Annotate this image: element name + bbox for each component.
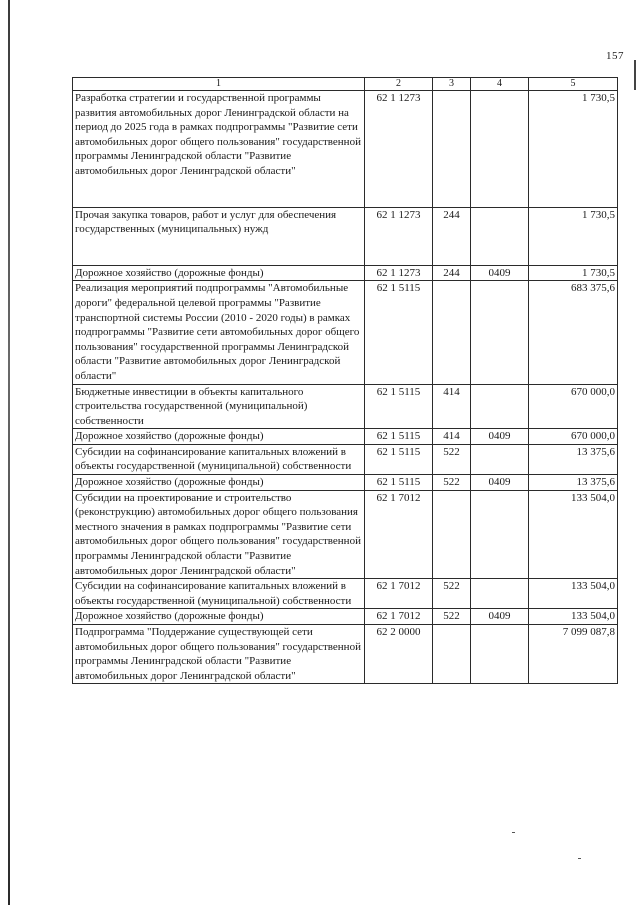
page-number: 157 bbox=[606, 50, 624, 62]
row-vr bbox=[433, 490, 471, 579]
row-name: Реализация мероприятий подпрограммы "Автомобильные дороги" федеральной целевой программы "Развитие транспортной системы России (2010 - 2020 годы) в рамках подпрограммы "Развитие сети автомобильных дорог общего пользования" государственной программы Ленинградской области "Развитие автомобильных дорог Ленинградской области" bbox=[73, 281, 365, 384]
row-csr: 62 1 5115 bbox=[365, 475, 433, 491]
row-amount: 670 000,0 bbox=[529, 384, 618, 429]
row-name: Бюджетные инвестиции в объекты капитального строительства государственной (муниципальной) собственности bbox=[73, 384, 365, 429]
row-amount: 133 504,0 bbox=[529, 579, 618, 609]
row-name: Прочая закупка товаров, работ и услуг для обеспечения государственных (муниципальных) нужд bbox=[73, 207, 365, 265]
row-amount: 133 504,0 bbox=[529, 609, 618, 625]
row-rz bbox=[471, 384, 529, 429]
row-vr bbox=[433, 625, 471, 684]
row-rz bbox=[471, 579, 529, 609]
row-csr: 62 1 5115 bbox=[365, 444, 433, 474]
row-csr: 62 1 1273 bbox=[365, 265, 433, 281]
row-rz: 0409 bbox=[471, 429, 529, 445]
row-amount: 133 504,0 bbox=[529, 490, 618, 579]
table-row bbox=[73, 207, 618, 265]
row-csr: 62 1 5115 bbox=[365, 429, 433, 445]
header-col-1: 1 bbox=[73, 78, 365, 91]
row-amount: 7 099 087,8 bbox=[529, 625, 618, 684]
row-csr: 62 1 5115 bbox=[365, 384, 433, 429]
header-col-4: 4 bbox=[471, 78, 529, 91]
row-amount: 1 730,5 bbox=[529, 207, 618, 265]
row-csr: 62 1 1273 bbox=[365, 207, 433, 265]
row-csr: 62 1 7012 bbox=[365, 579, 433, 609]
row-name: Дорожное хозяйство (дорожные фонды) bbox=[73, 609, 365, 625]
row-rz bbox=[471, 444, 529, 474]
table-row bbox=[73, 625, 618, 684]
table-row bbox=[73, 609, 618, 625]
row-vr: 522 bbox=[433, 609, 471, 625]
header-col-3: 3 bbox=[433, 78, 471, 91]
header-col-5: 5 bbox=[529, 78, 618, 91]
table-row bbox=[73, 579, 618, 609]
row-csr: 62 1 7012 bbox=[365, 609, 433, 625]
row-name: Дорожное хозяйство (дорожные фонды) bbox=[73, 475, 365, 491]
scan-speck bbox=[578, 858, 581, 859]
row-csr: 62 1 5115 bbox=[365, 281, 433, 384]
table-row bbox=[73, 429, 618, 445]
scan-speck bbox=[512, 832, 515, 833]
table-row bbox=[73, 475, 618, 491]
row-name: Субсидии на софинансирование капитальных вложений в объекты государственной (муниципальной) собственности bbox=[73, 579, 365, 609]
row-name: Субсидии на софинансирование капитальных вложений в объекты государственной (муниципальной) собственности bbox=[73, 444, 365, 474]
row-rz bbox=[471, 207, 529, 265]
header-row bbox=[73, 78, 618, 91]
scan-edge-right bbox=[634, 60, 636, 90]
row-csr: 62 2 0000 bbox=[365, 625, 433, 684]
table-row bbox=[73, 265, 618, 281]
row-vr: 522 bbox=[433, 444, 471, 474]
row-name: Разработка стратегии и государственной программы развития автомобильных дорог Ленинградской области на период до 2025 года в рамках подпрограммы "Развитие сети автомобильных дорог общего пользования" государственной программы Ленинградской области "Развитие автомобильных дорог Ленинградской области" bbox=[73, 91, 365, 208]
budget-table bbox=[72, 77, 618, 684]
row-rz: 0409 bbox=[471, 475, 529, 491]
row-name: Дорожное хозяйство (дорожные фонды) bbox=[73, 429, 365, 445]
table-row bbox=[73, 281, 618, 384]
row-csr: 62 1 1273 bbox=[365, 91, 433, 208]
table-row bbox=[73, 490, 618, 579]
row-rz bbox=[471, 490, 529, 579]
scan-edge-left bbox=[8, 0, 10, 905]
row-vr: 244 bbox=[433, 265, 471, 281]
row-vr: 414 bbox=[433, 429, 471, 445]
row-vr: 244 bbox=[433, 207, 471, 265]
table-row bbox=[73, 91, 618, 208]
row-amount: 1 730,5 bbox=[529, 91, 618, 208]
row-name: Субсидии на проектирование и строительство (реконструкцию) автомобильных дорог общего пользования местного значения в рамках подпрограммы "Развитие сети автомобильных дорог общего пользования" государственной программы Ленинградской области "Развитие автомобильных дорог Ленинградской области" bbox=[73, 490, 365, 579]
row-name: Дорожное хозяйство (дорожные фонды) bbox=[73, 265, 365, 281]
row-rz: 0409 bbox=[471, 609, 529, 625]
row-rz: 0409 bbox=[471, 265, 529, 281]
row-amount: 683 375,6 bbox=[529, 281, 618, 384]
row-rz bbox=[471, 91, 529, 208]
row-name: Подпрограмма "Поддержание существующей сети автомобильных дорог общего пользования" государственной программы Ленинградской области "Развитие автомобильных дорог Ленинградской области" bbox=[73, 625, 365, 684]
row-vr bbox=[433, 91, 471, 208]
row-vr: 414 bbox=[433, 384, 471, 429]
row-vr: 522 bbox=[433, 579, 471, 609]
row-amount: 670 000,0 bbox=[529, 429, 618, 445]
table-row bbox=[73, 384, 618, 429]
row-amount: 13 375,6 bbox=[529, 475, 618, 491]
row-amount: 13 375,6 bbox=[529, 444, 618, 474]
row-csr: 62 1 7012 bbox=[365, 490, 433, 579]
header-col-2: 2 bbox=[365, 78, 433, 91]
row-rz bbox=[471, 281, 529, 384]
row-vr bbox=[433, 281, 471, 384]
table-row bbox=[73, 444, 618, 474]
row-amount: 1 730,5 bbox=[529, 265, 618, 281]
row-rz bbox=[471, 625, 529, 684]
row-vr: 522 bbox=[433, 475, 471, 491]
